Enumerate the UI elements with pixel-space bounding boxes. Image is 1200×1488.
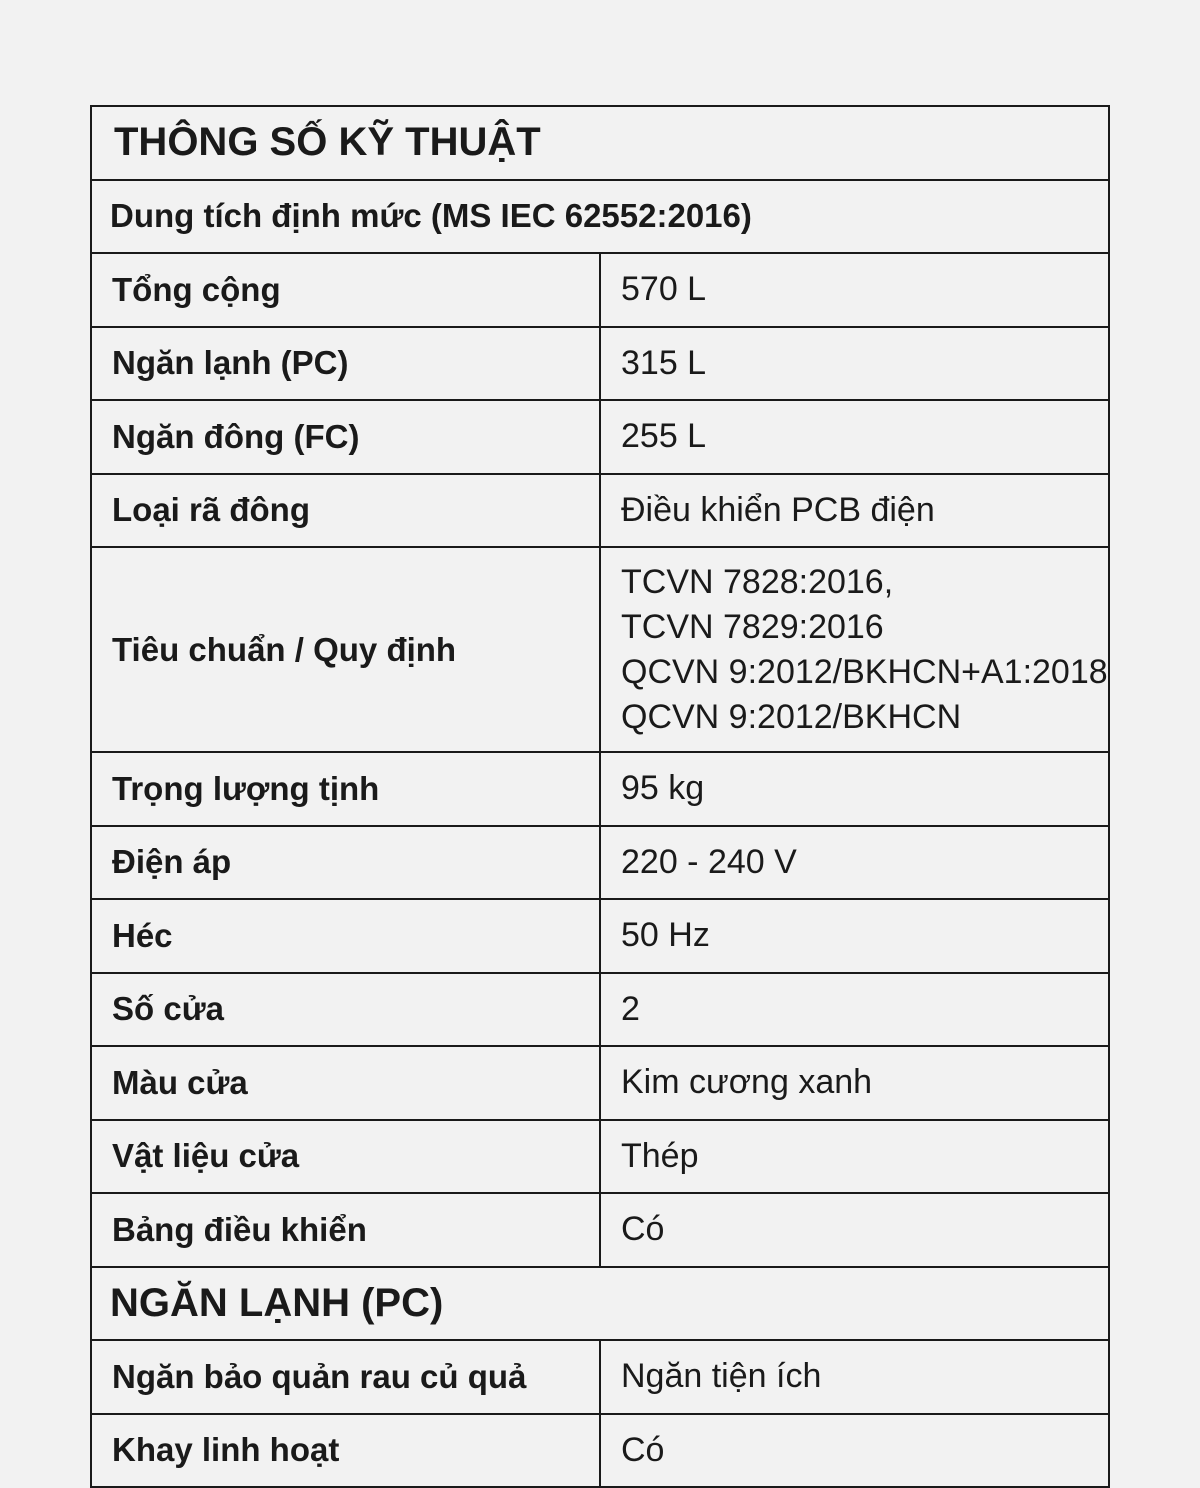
row-label: Loại rã đông [92, 475, 601, 547]
table-row [92, 1194, 1108, 1268]
table-row [92, 254, 1108, 328]
row-label: Số cửa [92, 974, 601, 1046]
row-label: Tổng cộng [92, 254, 601, 326]
row-value: Có [621, 1430, 665, 1469]
row-label: Bảng điều khiển [92, 1194, 601, 1266]
table-row [92, 900, 1108, 974]
row-label: Khay linh hoạt [92, 1415, 601, 1487]
section-heading: NGĂN LẠNH (PC) [110, 1280, 444, 1325]
table-row [92, 974, 1108, 1048]
standards-label: Tiêu chuẩn / Quy định [92, 548, 601, 751]
row-value: Có [621, 1210, 665, 1249]
row-value: 50 Hz [621, 916, 710, 955]
standards-row [92, 548, 1108, 753]
row-label: Vật liệu cửa [92, 1121, 601, 1193]
standards-values [601, 548, 1108, 751]
standard-line: TCVN 7829:2016 [621, 607, 884, 646]
row-value: 95 kg [621, 769, 705, 808]
row-label: Héc [92, 900, 601, 972]
row-label: Ngăn bảo quản rau củ quả [92, 1341, 601, 1413]
table-row [92, 475, 1108, 549]
row-label: Trọng lượng tịnh [92, 753, 601, 825]
row-value: Kim cương xanh [621, 1063, 873, 1102]
row-value: 315 L [621, 343, 707, 382]
capacity-heading: Dung tích định mức (MS IEC 62552:2016) [110, 197, 752, 235]
row-value: Điều khiển PCB điện [621, 490, 935, 529]
section-heading-row [92, 1268, 1108, 1342]
spec-table [90, 105, 1110, 1488]
table-row [92, 1341, 1108, 1415]
row-value: 255 L [621, 417, 707, 456]
table-row [92, 827, 1108, 901]
row-value: Ngăn tiện ích [621, 1357, 822, 1396]
row-value: 570 L [621, 270, 707, 309]
table-row [92, 401, 1108, 475]
row-label: Ngăn lạnh (PC) [92, 328, 601, 400]
capacity-heading-row [92, 181, 1108, 255]
standard-line: QCVN 9:2012/BKHCN [621, 697, 962, 736]
table-row [92, 1047, 1108, 1121]
table-title-row [92, 107, 1108, 181]
table-row [92, 328, 1108, 402]
row-value: 2 [621, 989, 640, 1028]
row-label: Màu cửa [92, 1047, 601, 1119]
table-row [92, 753, 1108, 827]
standard-line: TCVN 7828:2016, [621, 562, 894, 601]
row-value: 220 - 240 V [621, 842, 797, 881]
row-label: Ngăn đông (FC) [92, 401, 601, 473]
table-row [92, 1415, 1108, 1488]
standard-line: QCVN 9:2012/BKHCN+A1:2018 [621, 652, 1108, 691]
table-row [92, 1121, 1108, 1195]
table-title: THÔNG SỐ KỸ THUẬT [114, 120, 541, 165]
row-value: Thép [621, 1136, 699, 1175]
row-label: Điện áp [92, 827, 601, 899]
